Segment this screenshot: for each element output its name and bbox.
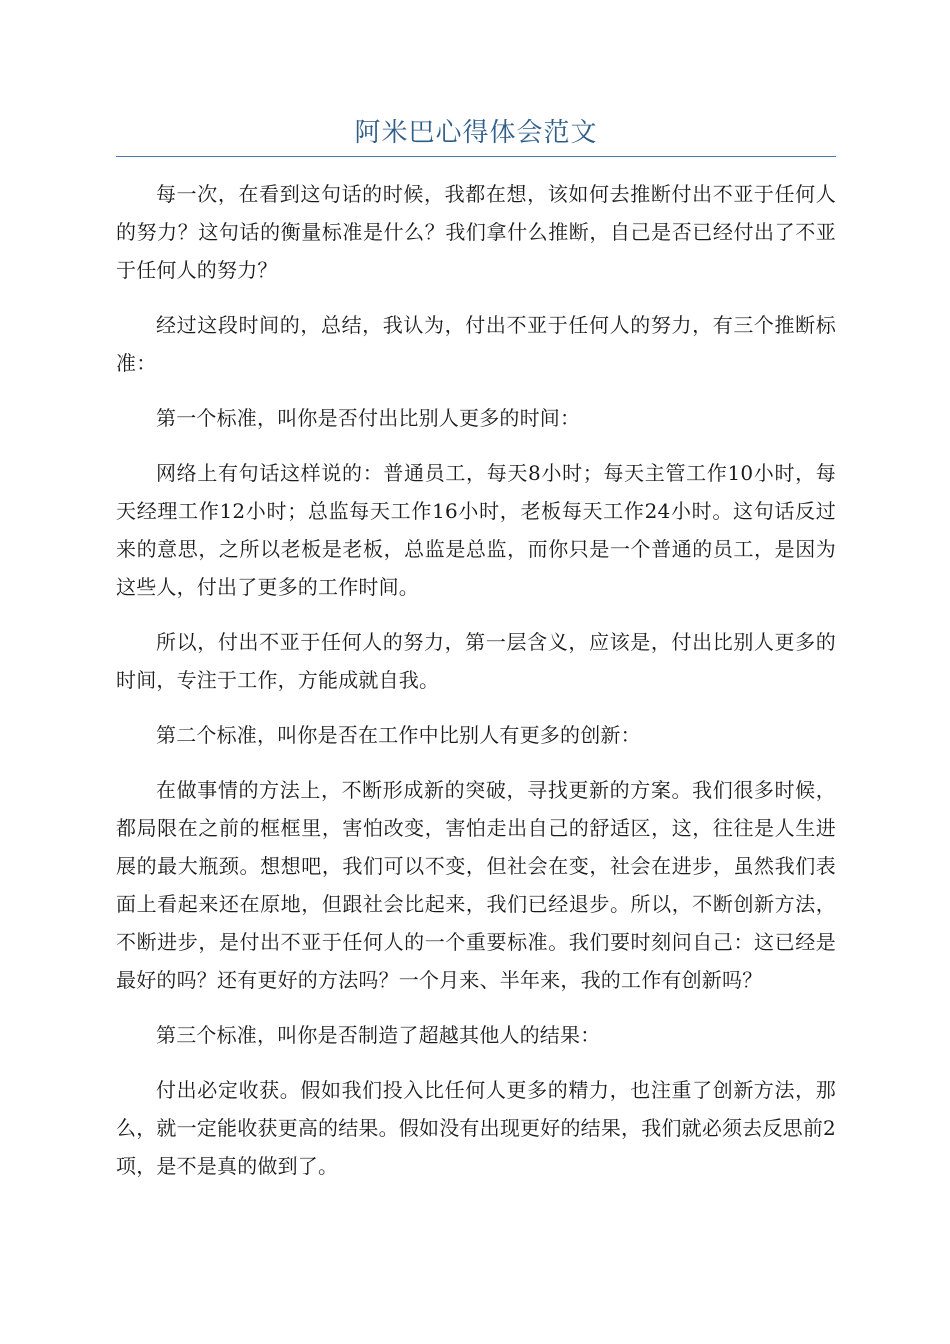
paragraph-3: 第一个标准，叫你是否付出比别人更多的时间： [156,406,581,430]
paragraph-8: 第三个标准，叫你是否制造了超越其他人的结果： [156,1023,601,1047]
document-page [116,0,836,1202]
paragraph-4: 网络上有句话这样说的：普通员工，每天8小时；每天主管工作10小时，每天经理工作12小时；总监每天工作16小时，老板每天工作24小时。这句话反过来的意思，之所以老板是老板，总监是总监，而你只是一个普通的员工，是因为这些人，付出了更多的工作时间。 [116,461,836,599]
paragraph-1: 每一次，在看到这句话的时候，我都在想，该如何去推断付出不亚于任何人的努力？这句话的衡量标准是什么？我们拿什么推断，自己是否已经付出了不亚于任何人的努力？ [116,182,836,282]
paragraph-9: 付出必定收获。假如我们投入比任何人更多的精力，也注重了创新方法，那么，就一定能收获更高的结果。假如没有出现更好的结果，我们就必须去反思前2项，是不是真的做到了。 [116,1078,836,1178]
paragraph-7: 在做事情的方法上，不断形成新的突破，寻找更新的方案。我们很多时候，都局限在之前的框框里，害怕改变，害怕走出自己的舒适区，这，往往是人生进展的最大瓶颈。想想吧，我们可以不变，但社会在变，社会在进步，虽然我们表面上看起来还在原地，但跟社会比起来，我们已经退步。所以，不断创新方法，不断进步，是付出不亚于任何人的一个重要标准。我们要时刻问自己：这已经是最好的吗？还有更好的方法吗？一个月来、半年来，我的工作有创新吗？ [116,778,836,992]
paragraph-6: 第二个标准，叫你是否在工作中比别人有更多的创新： [156,723,641,747]
title-underline [116,156,836,157]
document-title: 阿米巴心得体会范文 [354,118,598,148]
paragraph-2: 经过这段时间的，总结，我认为，付出不亚于任何人的努力，有三个推断标准： [116,313,836,375]
paragraph-5: 所以，付出不亚于任何人的努力，第一层含义，应该是，付出比别人更多的时间，专注于工作，方能成就自我。 [116,630,836,692]
